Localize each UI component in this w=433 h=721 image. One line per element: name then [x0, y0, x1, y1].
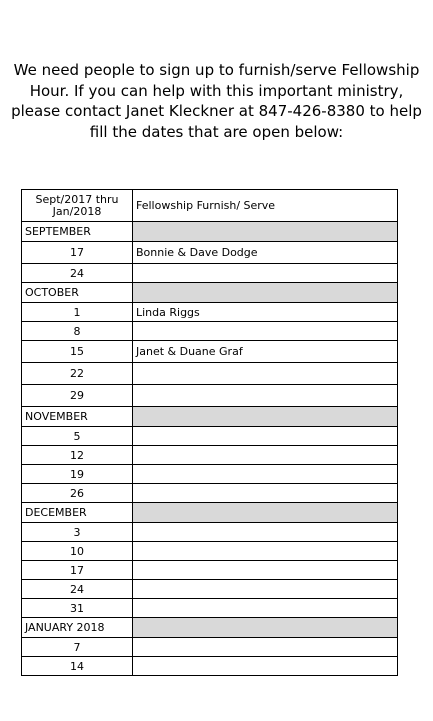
month-row — [22, 283, 398, 303]
date-cell: 8 — [22, 322, 133, 341]
volunteer-cell — [133, 446, 398, 465]
table-row — [22, 264, 398, 283]
date-cell: 29 — [22, 385, 133, 407]
volunteer-cell: Linda Riggs — [133, 303, 398, 322]
volunteer-cell — [133, 322, 398, 341]
header-date-range: Sept/2017 thru Jan/2018 — [22, 190, 133, 222]
month-name: SEPTEMBER — [22, 222, 133, 242]
table-row — [22, 363, 398, 385]
month-row — [22, 222, 398, 242]
month-shaded-cell — [133, 222, 398, 242]
date-cell: 31 — [22, 599, 133, 618]
header-furnish-serve: Fellowship Furnish/ Serve — [133, 190, 398, 222]
volunteer-cell — [133, 465, 398, 484]
date-cell: 3 — [22, 523, 133, 542]
date-cell: 17 — [22, 242, 133, 264]
volunteer-cell — [133, 561, 398, 580]
date-cell: 12 — [22, 446, 133, 465]
schedule-table — [21, 189, 398, 676]
volunteer-cell — [133, 542, 398, 561]
table-row — [22, 523, 398, 542]
table-row — [22, 638, 398, 657]
schedule-body — [22, 222, 398, 676]
table-row — [22, 580, 398, 599]
volunteer-cell — [133, 264, 398, 283]
volunteer-cell — [133, 599, 398, 618]
volunteer-cell — [133, 580, 398, 599]
date-cell: 7 — [22, 638, 133, 657]
intro-paragraph: We need people to sign up to furnish/serve Fellowship Hour. If you can help with this important ministry, please contact Janet Kleckner at 847-426-8380 to help fill the dates that are open below: — [11, 61, 422, 141]
date-cell: 22 — [22, 363, 133, 385]
volunteer-cell — [133, 385, 398, 407]
date-cell: 17 — [22, 561, 133, 580]
month-shaded-cell — [133, 407, 398, 427]
volunteer-cell — [133, 427, 398, 446]
table-row — [22, 303, 398, 322]
volunteer-cell — [133, 363, 398, 385]
table-row — [22, 599, 398, 618]
date-cell: 14 — [22, 657, 133, 676]
table-row — [22, 341, 398, 363]
date-cell: 1 — [22, 303, 133, 322]
month-shaded-cell — [133, 503, 398, 523]
date-cell: 26 — [22, 484, 133, 503]
table-row — [22, 385, 398, 407]
date-cell: 24 — [22, 580, 133, 599]
volunteer-cell — [133, 484, 398, 503]
table-row — [22, 465, 398, 484]
table-row — [22, 657, 398, 676]
date-cell: 15 — [22, 341, 133, 363]
volunteer-cell — [133, 657, 398, 676]
month-row — [22, 618, 398, 638]
table-row — [22, 484, 398, 503]
month-name: NOVEMBER — [22, 407, 133, 427]
month-row — [22, 503, 398, 523]
table-row — [22, 427, 398, 446]
month-name: DECEMBER — [22, 503, 133, 523]
volunteer-cell — [133, 523, 398, 542]
table-row — [22, 542, 398, 561]
volunteer-cell — [133, 638, 398, 657]
table-row — [22, 322, 398, 341]
month-name: OCTOBER — [22, 283, 133, 303]
table-row — [22, 561, 398, 580]
date-cell: 19 — [22, 465, 133, 484]
month-shaded-cell — [133, 618, 398, 638]
volunteer-cell: Bonnie & Dave Dodge — [133, 242, 398, 264]
table-row — [22, 446, 398, 465]
date-cell: 5 — [22, 427, 133, 446]
month-row — [22, 407, 398, 427]
table-row — [22, 242, 398, 264]
volunteer-cell: Janet & Duane Graf — [133, 341, 398, 363]
date-cell: 10 — [22, 542, 133, 561]
date-cell: 24 — [22, 264, 133, 283]
table-header-row — [22, 190, 398, 222]
month-shaded-cell — [133, 283, 398, 303]
month-name: JANUARY 2018 — [22, 618, 133, 638]
